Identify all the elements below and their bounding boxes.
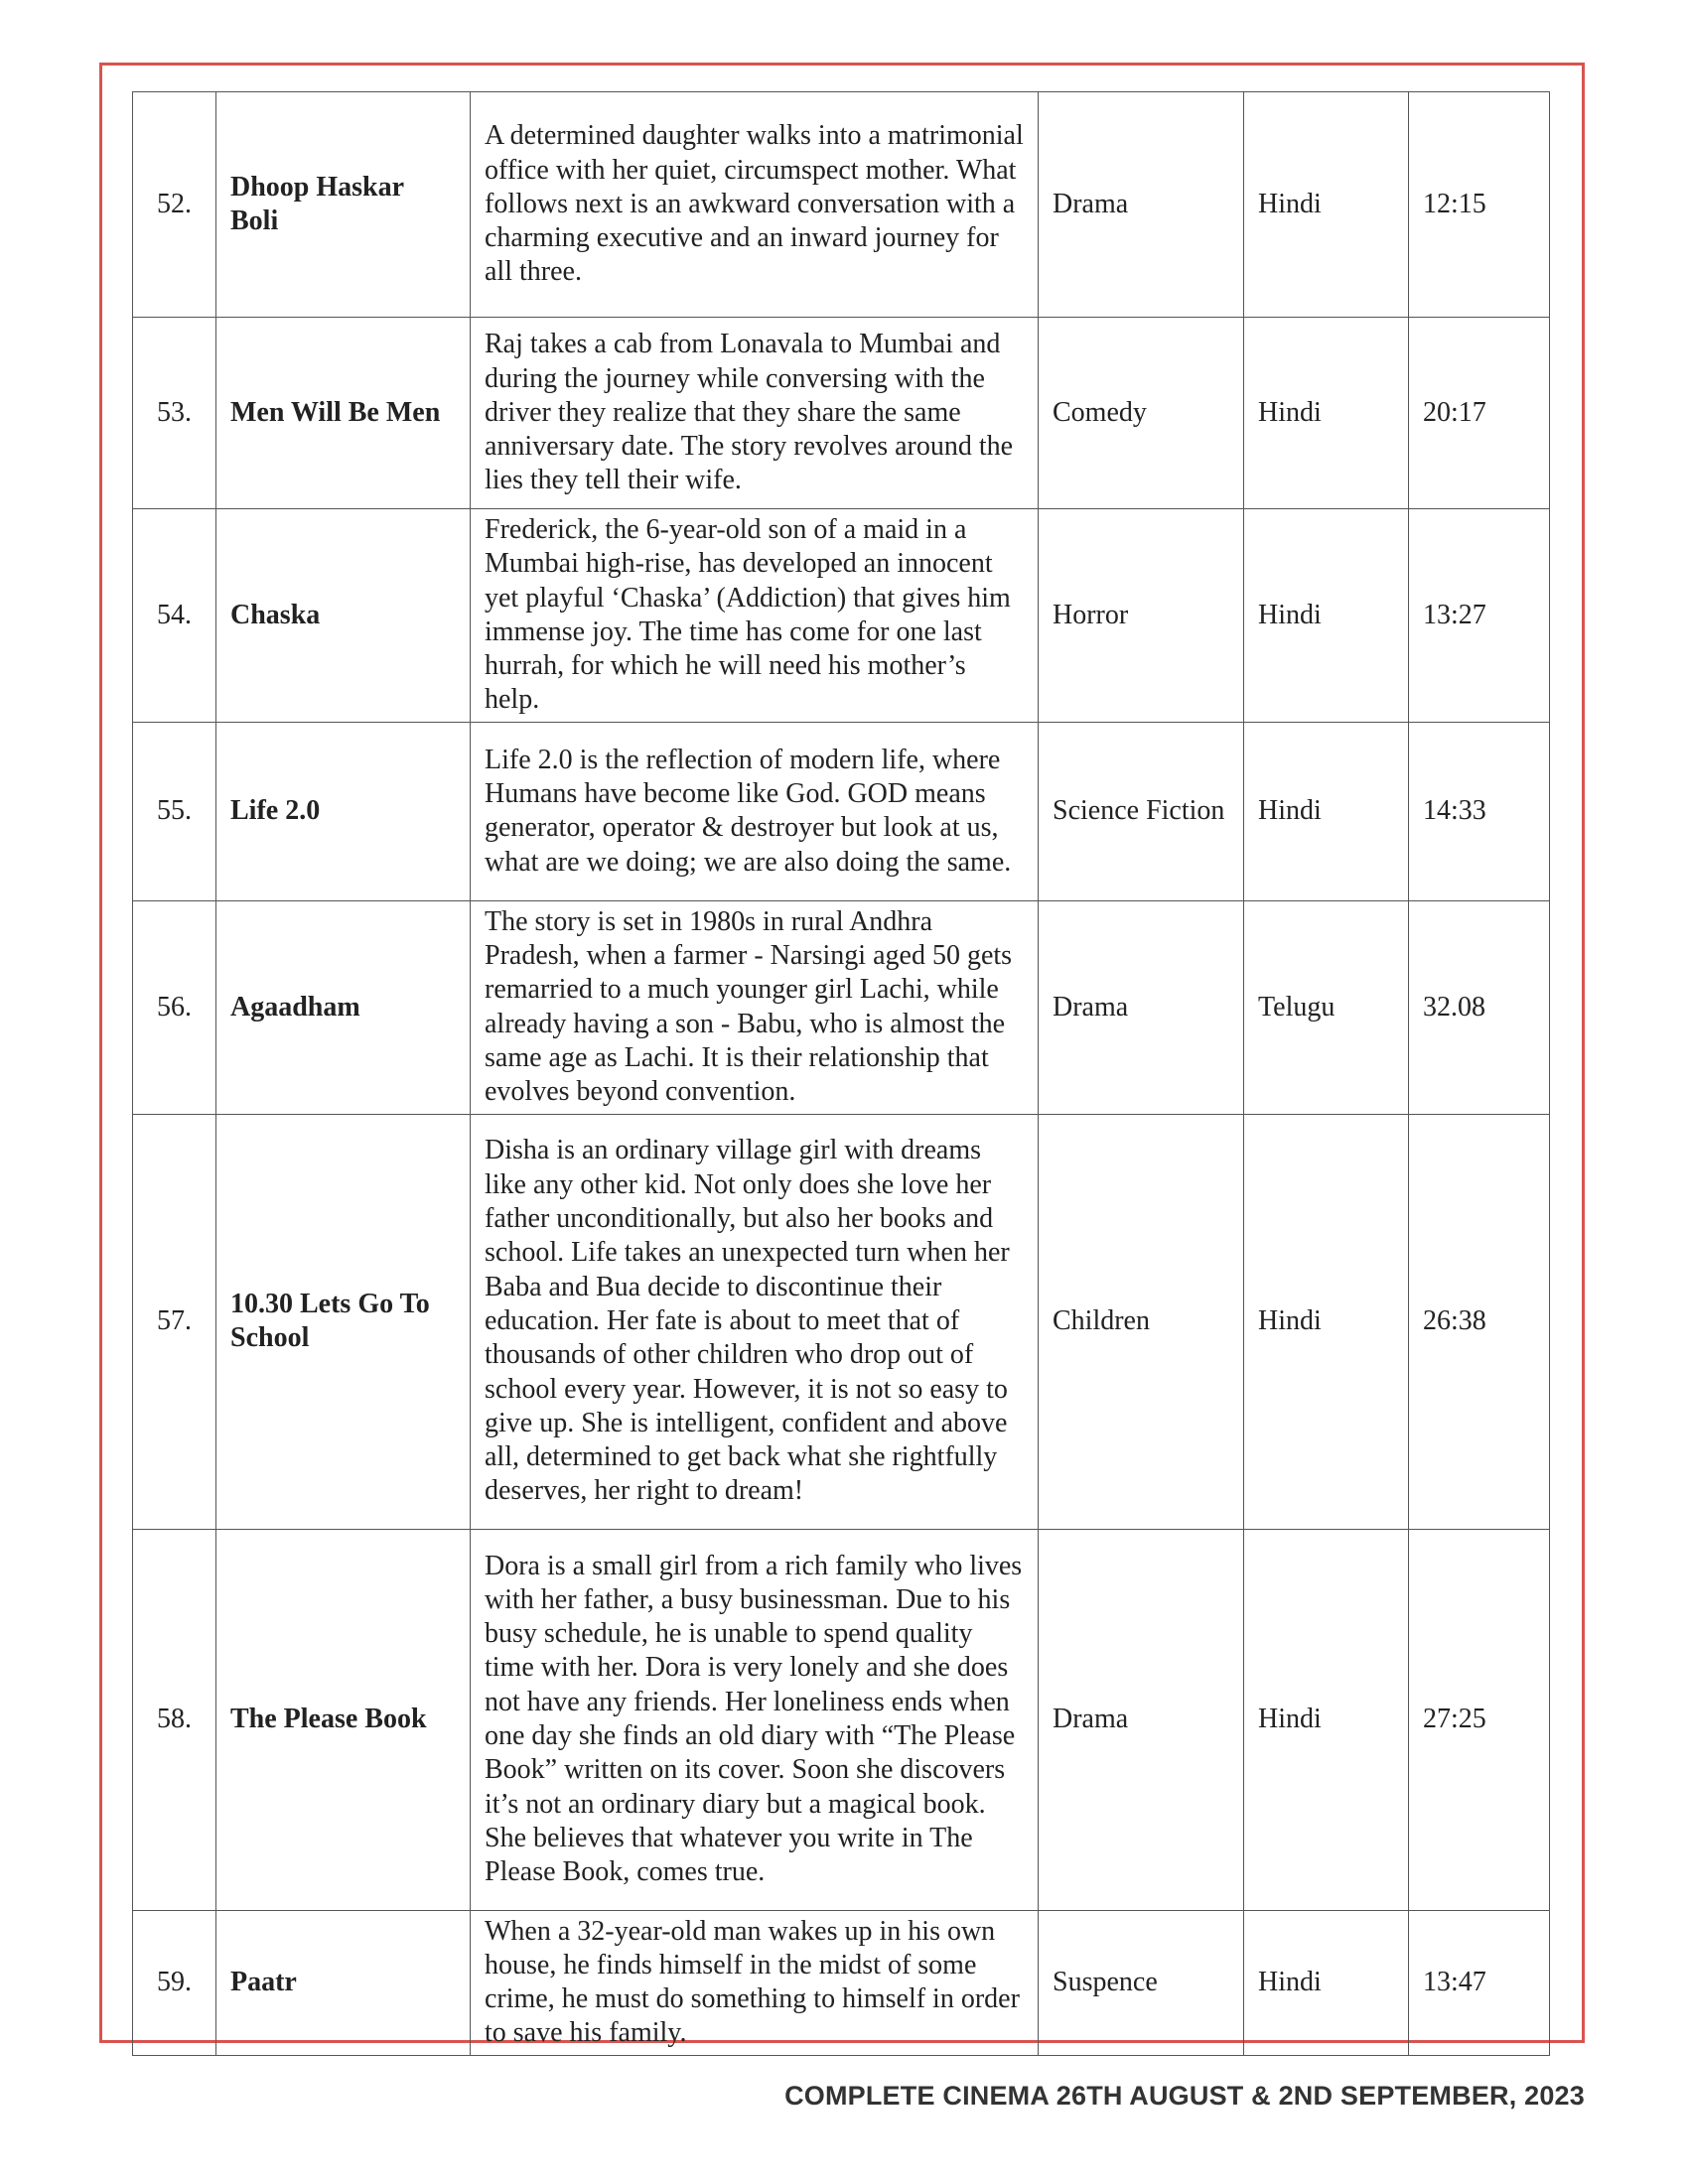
table-row (133, 722, 1550, 900)
table-row (133, 92, 1550, 318)
film-genre: Science Fiction (1039, 722, 1244, 900)
film-title: Men Will Be Men (216, 318, 471, 509)
table-row (133, 900, 1550, 1114)
film-language: Hindi (1244, 722, 1409, 900)
film-genre: Drama (1039, 1529, 1244, 1910)
film-description: The story is set in 1980s in rural Andhra Pradesh, when a farmer - Narsingi aged 50 gets remarried to a much younger girl Lachi, while already having a son - Babu, who is almost the same age as Lachi. It is their relationship that evolves beyond convention. (471, 900, 1039, 1114)
film-language: Telugu (1244, 900, 1409, 1114)
film-title: Paatr (216, 1910, 471, 2055)
table-row (133, 1910, 1550, 2055)
film-genre: Children (1039, 1114, 1244, 1529)
row-number: 58. (133, 1529, 216, 1910)
row-number: 53. (133, 318, 216, 509)
row-number: 54. (133, 509, 216, 723)
row-number: 57. (133, 1114, 216, 1529)
film-language: Hindi (1244, 1114, 1409, 1529)
film-language: Hindi (1244, 92, 1409, 318)
row-number: 59. (133, 1910, 216, 2055)
film-genre: Drama (1039, 900, 1244, 1114)
table-row (133, 1529, 1550, 1910)
row-number: 52. (133, 92, 216, 318)
film-title: Life 2.0 (216, 722, 471, 900)
film-title: Dhoop Haskar Boli (216, 92, 471, 318)
film-duration: 27:25 (1409, 1529, 1550, 1910)
film-duration: 26:38 (1409, 1114, 1550, 1529)
film-description: When a 32-year-old man wakes up in his own house, he finds himself in the midst of some crime, he must do something to himself in order to save his family. (471, 1910, 1039, 2055)
table-row (133, 1114, 1550, 1529)
film-title: 10.30 Lets Go To School (216, 1114, 471, 1529)
table-row (133, 318, 1550, 509)
film-description: Disha is an ordinary village girl with dreams like any other kid. Not only does she love her father unconditionally, but also her books and school. Life takes an unexpected turn when her Baba and Bua decide to discontinue their education. Her fate is about to meet that of thousands of other children who drop out of school every year. However, it is not so easy to give up. She is intelligent, confident and above all, determined to get back what she rightfully deserves, her right to dream! (471, 1114, 1039, 1529)
table-row (133, 509, 1550, 723)
film-list-table (132, 91, 1550, 2056)
film-genre: Comedy (1039, 318, 1244, 509)
film-duration: 32.08 (1409, 900, 1550, 1114)
film-genre: Suspence (1039, 1910, 1244, 2055)
film-duration: 20:17 (1409, 318, 1550, 509)
film-duration: 13:27 (1409, 509, 1550, 723)
film-genre: Drama (1039, 92, 1244, 318)
film-title: Chaska (216, 509, 471, 723)
film-title: Agaadham (216, 900, 471, 1114)
film-genre: Horror (1039, 509, 1244, 723)
film-description: Frederick, the 6-year-old son of a maid in a Mumbai high-rise, has developed an innocent yet playful ‘Chaska’ (Addiction) that gives him immense joy. The time has come for one last hurrah, for which he will need his mother’s help. (471, 509, 1039, 723)
row-number: 56. (133, 900, 216, 1114)
page-footer: COMPLETE CINEMA 26TH AUGUST & 2ND SEPTEMBER, 2023 (784, 2081, 1585, 2111)
film-description: Life 2.0 is the reflection of modern life, where Humans have become like God. GOD means generator, operator & destroyer but look at us, what are we doing; we are also doing the same. (471, 722, 1039, 900)
film-language: Hindi (1244, 1529, 1409, 1910)
film-description: A determined daughter walks into a matrimonial office with her quiet, circumspect mother. What follows next is an awkward conversation with a charming executive and an inward journey for all three. (471, 92, 1039, 318)
film-duration: 13:47 (1409, 1910, 1550, 2055)
row-number: 55. (133, 722, 216, 900)
film-language: Hindi (1244, 318, 1409, 509)
film-duration: 12:15 (1409, 92, 1550, 318)
film-description: Raj takes a cab from Lonavala to Mumbai and during the journey while conversing with the driver they realize that they share the same anniversary date. The story revolves around the lies they tell their wife. (471, 318, 1039, 509)
film-language: Hindi (1244, 1910, 1409, 2055)
film-duration: 14:33 (1409, 722, 1550, 900)
film-description: Dora is a small girl from a rich family who lives with her father, a busy businessman. Due to his busy schedule, he is unable to spend quality time with her. Dora is very lonely and she does not have any friends. Her loneliness ends when one day she finds an old diary with “The Please Book” written on its cover. Soon she discovers it’s not an ordinary diary but a magical book. She believes that whatever you write in The Please Book, comes true. (471, 1529, 1039, 1910)
film-title: The Please Book (216, 1529, 471, 1910)
film-language: Hindi (1244, 509, 1409, 723)
